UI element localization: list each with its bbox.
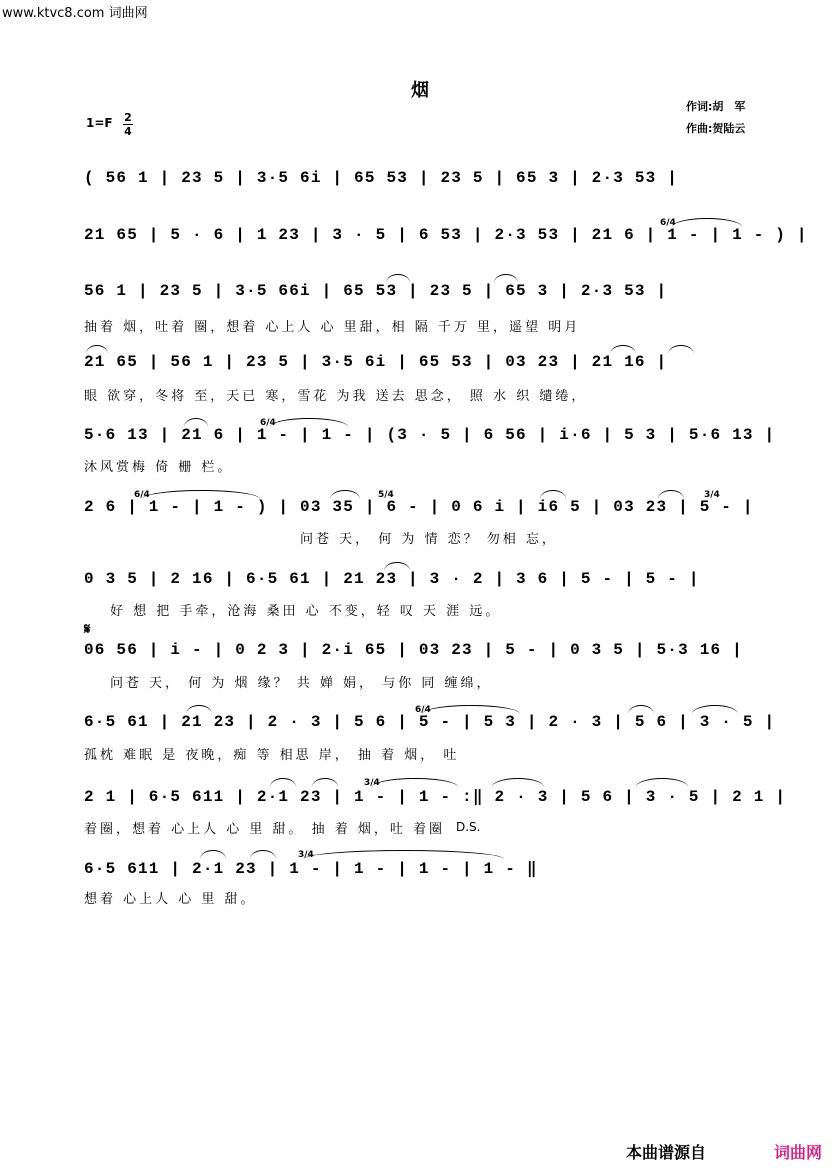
meter-change-mark: 6/4	[415, 705, 431, 715]
meter-change-mark: 3/4	[704, 490, 720, 500]
meter-change-mark: 6/4	[260, 418, 276, 428]
tie-arc	[270, 418, 348, 427]
lyrics-row-5: 沐风赏梅 倚 栅 栏。	[84, 460, 234, 475]
meter-change-mark: 3/4	[298, 850, 314, 860]
slur-arc	[628, 705, 654, 714]
notation-row-8: 06 56 | i - | 0 2 3 | 2·i 65 | 03 23 | 5 - | 0 3 5 | 5·3 16 |	[84, 641, 743, 659]
notation-row-2: 21 65 | 5 · 6 | 1 23 | 3 · 5 | 6 53 | 2·3 53 | 21 6 | 1 - | 1 - ) |	[84, 226, 808, 244]
segno-sign: 𝄋	[84, 620, 91, 638]
lyrics-row-9: 孤枕 难眠 是 夜晚，痴 等 相思 岸， 抽 着 烟， 吐	[84, 748, 460, 763]
slur-arc	[494, 274, 518, 283]
notation-row-4: 21 65 | 56 1 | 23 5 | 3·5 6i | 65 53 | 03 23 | 21 16 |	[84, 353, 668, 371]
slur-arc	[184, 418, 208, 427]
lyricist-credit: 作词:胡 军	[686, 100, 746, 113]
tie-arc	[372, 778, 458, 787]
meter-change-mark: 6/4	[660, 218, 676, 228]
slur-arc	[200, 850, 226, 859]
notation-row-1: ( 56 1 | 23 5 | 3·5 6i | 65 53 | 23 5 | 65 3 | 2·3 53 |	[84, 169, 679, 187]
lyrics-row-7: 好 想 把 手牵，沧海 桑田 心 不变，轻 叹 天 涯 远。	[110, 604, 502, 619]
ds-marker: D.S.	[456, 820, 481, 834]
notation-row-10: 2 1 | 6·5 611 | 2·1 23 | 1 - | 1 - :‖ 2 · 3 | 5 6 | 3 · 5 | 2 1 |	[84, 788, 787, 806]
notation-row-3: 56 1 | 23 5 | 3·5 66i | 65 53 | 23 5 | 65 3 | 2·3 53 |	[84, 282, 668, 300]
slur-arc	[312, 778, 338, 787]
meter-change-mark: 5/4	[378, 490, 394, 500]
slur-arc	[86, 345, 108, 354]
source-site-logo[interactable]: 词曲网	[774, 1143, 823, 1162]
slur-arc	[540, 490, 566, 499]
slur-arc	[250, 850, 276, 859]
tie-arc	[304, 850, 504, 859]
lyrics-row-8: 问苍 天， 何 为 烟 缘？ 共 婵 娟， 与你 同 缠绵，	[110, 676, 493, 691]
site-watermark: www.ktvc8.com 词曲网	[2, 6, 148, 21]
slur-arc	[636, 778, 688, 787]
meter-bottom: 4	[124, 125, 132, 138]
slur-arc	[384, 562, 410, 571]
slur-arc	[270, 778, 296, 787]
key-signature: 1=F	[86, 116, 113, 130]
notation-row-9: 6·5 61 | 21 23 | 2 · 3 | 5 6 | 5 - | 5 3 | 2 · 3 | 5 6 | 3 · 5 |	[84, 713, 776, 731]
song-title: 烟	[411, 80, 429, 101]
slur-arc	[186, 705, 212, 714]
meter-top: 2	[124, 111, 132, 124]
slur-arc	[386, 274, 410, 283]
notation-row-5: 5·6 13 | 21 6 | 1 - | 1 - | (3 · 5 | 6 56 | i·6 | 5 3 | 5·6 13 |	[84, 426, 776, 444]
slur-arc	[692, 705, 738, 714]
slur-arc	[610, 345, 636, 354]
composer-credit: 作曲:贺陆云	[686, 122, 746, 135]
tie-arc	[422, 705, 520, 714]
lyrics-row-10: 着圈，想着 心上人 心 里 甜。 抽 着 烟，吐 着圈	[84, 822, 446, 837]
slur-arc	[658, 490, 684, 499]
lyrics-row-11: 想着 心上人 心 里 甜。	[84, 892, 257, 907]
slur-arc	[492, 778, 544, 787]
lyrics-row-4: 眼 欲穿，冬将 至，天已 寒，雪花 为我 送去 思念， 照 水 织 缱绻，	[84, 389, 588, 404]
lyrics-row-6: 问苍 天， 何 为 情 恋？ 勿相 忘，	[300, 532, 558, 547]
meter-change-mark: 6/4	[134, 490, 150, 500]
source-label: 本曲谱源自	[626, 1143, 707, 1162]
tie-arc	[672, 218, 742, 227]
lyrics-row-3: 抽着 烟，吐着 圈，想着 心上人 心 里甜，相 隔 千万 里，遥望 明月	[84, 320, 581, 335]
meter-change-mark: 3/4	[364, 778, 380, 788]
slur-arc	[330, 490, 360, 499]
notation-row-6: 2 6 | 1 - | 1 - ) | 03 35 | 6 - | 0 6 i | i6 5 | 03 23 | 5 - |	[84, 498, 754, 516]
slur-arc	[668, 345, 694, 354]
tie-arc	[142, 490, 260, 499]
notation-row-7: 0 3 5 | 2 16 | 6·5 61 | 21 23 | 3 · 2 | 3 6 | 5 - | 5 - |	[84, 570, 700, 588]
time-signature	[121, 112, 135, 137]
notation-row-11: 6·5 611 | 2·1 23 | 1 - | 1 - | 1 - | 1 - ‖	[84, 860, 538, 878]
